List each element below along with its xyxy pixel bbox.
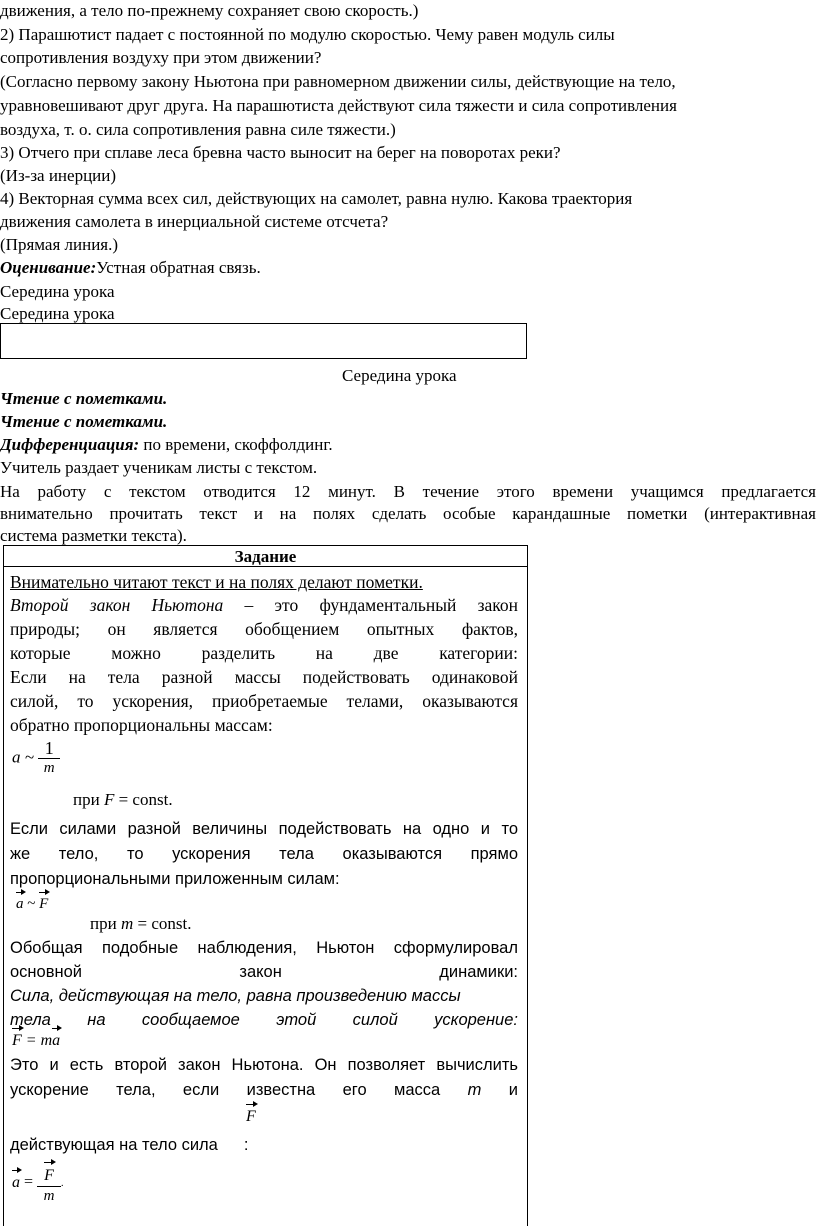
task-text-1-rest: – это фундаментальный закон xyxy=(223,595,518,615)
formula-a-inverse-m xyxy=(12,738,60,777)
mass-variable: m xyxy=(467,1081,482,1099)
formula-f-ma xyxy=(12,1032,60,1050)
reading-paragraph-line-3: система разметки текста). xyxy=(0,526,187,545)
formula-eq: = xyxy=(20,1173,38,1191)
fraction-denominator: m xyxy=(43,1188,55,1204)
differentiation-line xyxy=(0,434,333,456)
question-3: 3) Отчего при сплаве леса бревна часто выносит на берег на поворотах реки? xyxy=(0,143,561,162)
question-2-cont: сопротивления воздуху при этом движении? xyxy=(0,48,322,67)
formula-vector-f xyxy=(246,1108,256,1126)
middle-text-1: Середина урока xyxy=(0,282,115,301)
differentiation-text: по времени, скоффолдинг. xyxy=(139,435,333,454)
assessment-line xyxy=(0,257,261,279)
law-statement-2: тела на сообщаемое этой силой ускорение: xyxy=(10,1011,518,1029)
formula-a-f-over-m xyxy=(12,1160,64,1205)
reading-title-1: Чтение с пометками. xyxy=(0,389,168,408)
condition-prefix: при xyxy=(90,914,121,933)
formula-eq-m: = m xyxy=(21,1032,53,1049)
task-text-14 xyxy=(10,1133,518,1158)
answer-2-line-2: уравновешивают друг друга. На парашютиста действуют сила тяжести и сила сопротивления xyxy=(0,96,677,115)
task-text-13-start: ускорение тела, если известна его масса xyxy=(10,1081,468,1099)
law-statement-1: Сила, действующая на тело, равна произведению массы xyxy=(10,987,461,1005)
task-text-8: же тело, то ускорения тела оказываются прямо xyxy=(10,845,518,863)
task-text-4: Если на тела разной массы подействовать одинаковой xyxy=(10,667,518,687)
vector-f: F xyxy=(246,1108,256,1125)
task-instruction: Внимательно читают текст и на полях делают пометки. xyxy=(10,572,423,592)
vector-a: a xyxy=(12,1173,20,1191)
fraction-numerator-vector-f: F xyxy=(44,1167,54,1184)
assessment-label: Оценивание: xyxy=(0,258,97,277)
vector-f: F xyxy=(39,896,49,912)
teacher-line: Учитель раздает ученикам листы с текстом. xyxy=(0,458,318,477)
middle-line-1 xyxy=(0,281,115,304)
differentiation-label: Дифференциация: xyxy=(0,435,140,454)
fraction xyxy=(38,738,60,777)
task-text-14-colon: : xyxy=(243,1136,249,1154)
task-header: Задание xyxy=(234,547,297,566)
question-4-cont: движения самолета в инерциальной системе отсчета? xyxy=(0,212,389,231)
question-2: 2) Парашютист падает с постоянной по модулю скоростью. Чему равен модуль силы xyxy=(0,25,615,44)
answer-2-line-1: (Согласно первому закону Ньютона при равномерном движении силы, действующие на тело, xyxy=(0,72,676,91)
reading-paragraph-line-2: внимательно прочитать текст и на полях сделать особые карандашные пометки (интерактивная xyxy=(0,504,816,523)
task-text-7: Если силами разной величины подействовать на одно и то xyxy=(10,820,518,838)
task-text-6: обратно пропорциональны массам: xyxy=(10,715,273,735)
task-text-10: Обобщая подобные наблюдения, Ньютон сформулировал xyxy=(10,939,518,957)
formula-lhs: a ~ xyxy=(12,747,34,767)
reading-paragraph-line-1: На работу с текстом отводится 12 минут. В течение этого времени учащимся предлагается xyxy=(0,482,816,501)
newton-second-law-term: Второй закон Ньютона xyxy=(10,595,224,615)
task-text-2: природы; он является обобщением опытных фактов, xyxy=(10,619,518,639)
fraction-numerator: 1 xyxy=(44,738,54,758)
reading-title-2: Чтение с пометками. xyxy=(0,412,168,431)
task-text-12: Это и есть второй закон Ньютона. Он позволяет вычислить xyxy=(10,1056,518,1074)
vector-a: a xyxy=(52,1032,61,1049)
task-text-1 xyxy=(10,593,518,617)
task-text-13 xyxy=(10,1078,518,1103)
question-4: 4) Векторная сумма всех сил, действующих на самолет, равна нулю. Какова траектория xyxy=(0,189,633,208)
task-text-3: которые можно разделить на две категории: xyxy=(10,643,518,663)
task-text-11: основной закон динамики: xyxy=(10,963,518,981)
condition-f-const xyxy=(73,789,173,811)
condition-variable: m xyxy=(120,914,134,933)
middle-text-2: Середина урока xyxy=(0,304,115,323)
answer-2-line-3: воздуха, т. о. сила сопротивления равна силе тяжести.) xyxy=(0,120,396,139)
formula-dot: . xyxy=(61,1178,64,1190)
task-text-13-end: и xyxy=(481,1081,518,1099)
answer-4: (Прямая линия.) xyxy=(0,235,119,254)
fraction xyxy=(37,1160,61,1205)
formula-a-prop-f xyxy=(16,896,48,913)
fraction-denominator: m xyxy=(43,760,55,776)
empty-table-box xyxy=(0,323,527,359)
vector-a: a xyxy=(16,896,24,912)
condition-prefix: при xyxy=(73,790,104,809)
condition-suffix: = const. xyxy=(133,914,192,933)
condition-suffix: = const. xyxy=(114,790,173,809)
assessment-text: Устная обратная связь. xyxy=(96,258,261,277)
intro-line-1: движения, а тело по-прежнему сохраняет свою скорость.) xyxy=(0,1,419,20)
condition-variable: F xyxy=(103,790,115,809)
middle-centered-label: Середина урока xyxy=(342,366,457,385)
task-text-9: пропорциональными приложенным силам: xyxy=(10,870,340,888)
condition-m-const xyxy=(90,913,191,935)
reading-title-line xyxy=(0,388,167,411)
task-text-5: силой, то ускорения, приобретаемые телами, оказываются xyxy=(10,691,518,711)
formula-sim: ~ xyxy=(23,896,40,912)
task-text-14-start: действующая на тело сила xyxy=(10,1136,218,1154)
vector-f: F xyxy=(12,1032,22,1049)
answer-3: (Из-за инерции) xyxy=(0,166,117,185)
